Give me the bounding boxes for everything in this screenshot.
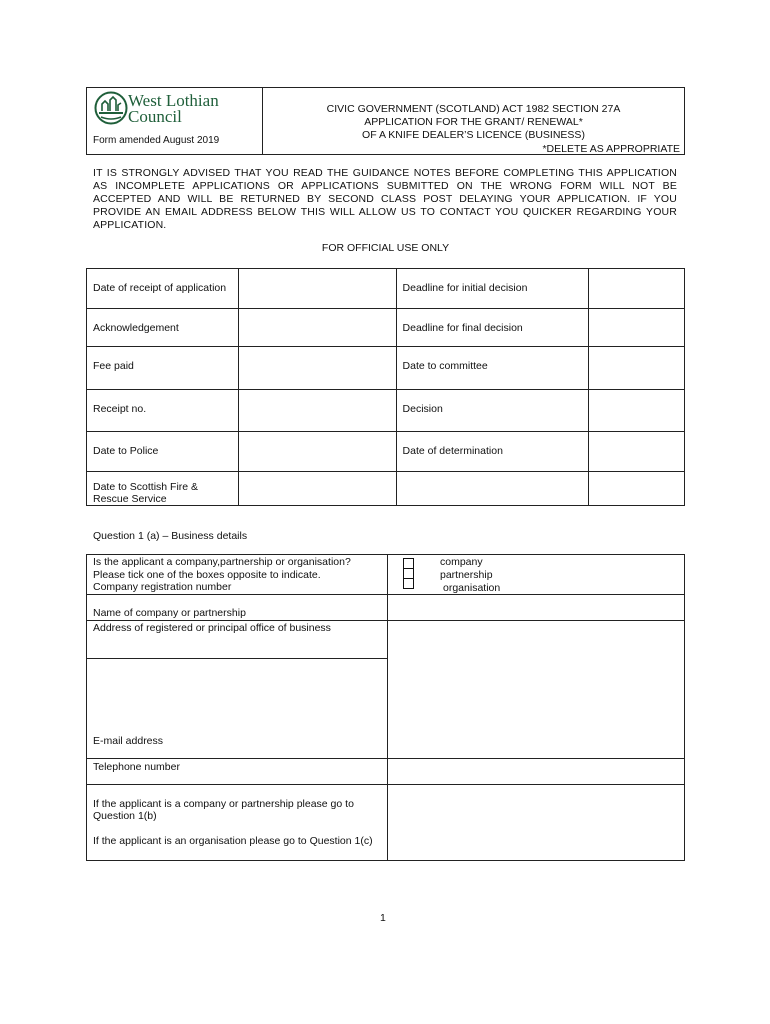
business-details-table	[86, 554, 685, 861]
fee-paid-field[interactable]	[238, 347, 396, 390]
table-row	[87, 432, 685, 472]
header-title-cell	[263, 88, 685, 155]
date-to-police-field[interactable]	[238, 432, 396, 472]
company-reg-label: Company registration number	[93, 581, 232, 593]
fee-paid-label: Fee paid	[87, 347, 239, 390]
table-row	[87, 620, 685, 658]
empty-official-cell	[589, 472, 685, 506]
date-of-determination-label: Date of determination	[396, 432, 589, 472]
table-row	[87, 309, 685, 347]
organisation-checkbox[interactable]	[403, 578, 414, 589]
header-logo-cell	[87, 88, 263, 155]
date-to-fire-service-field[interactable]	[238, 472, 396, 506]
title-line-application: APPLICATION FOR THE GRANT/ RENEWAL*	[364, 116, 583, 128]
table-row	[87, 555, 685, 595]
date-to-fire-service-label: Date to Scottish Fire & Rescue Service	[87, 472, 239, 506]
delete-note: *DELETE AS APPROPRIATE	[542, 143, 680, 155]
organisation-option-label: organisation	[443, 582, 501, 594]
telephone-field[interactable]	[388, 758, 685, 784]
receipt-date-label: Date of receipt of application	[87, 269, 239, 309]
applicant-type-options	[388, 555, 685, 595]
table-row	[87, 347, 685, 390]
decision-field[interactable]	[589, 390, 685, 432]
partnership-option-label: partnership	[440, 569, 493, 581]
address-label: Address of registered or principal office of business	[93, 621, 331, 634]
company-option-label: company	[440, 556, 483, 568]
logo-text-line1: West Lothian	[128, 91, 219, 110]
note-organisation: If the applicant is an organisation please go to Question 1(c)	[93, 834, 373, 847]
final-decision-deadline-field[interactable]	[589, 309, 685, 347]
next-question-notes	[87, 784, 388, 860]
empty-official-cell	[396, 472, 589, 506]
acknowledgement-field[interactable]	[238, 309, 396, 347]
table-row	[87, 472, 685, 506]
council-logo	[94, 91, 234, 129]
receipt-no-label: Receipt no.	[87, 390, 239, 432]
decision-label: Decision	[396, 390, 589, 432]
guidance-advice: IT IS STRONGLY ADVISED THAT YOU READ THE GUIDANCE NOTES BEFORE COMPLETING THIS APPLICATION AS INCOMPLETE APPLICATIONS OR APPLICATIONS SUBMITTED ON THE WRONG FORM WILL NOT BE ACCEPTED AND WILL BE RETURNED BY SECOND CLASS POST DELAYING YOUR APPLICATION. IF YOU PROVIDE AN EMAIL ADDRESS BELOW THIS WILL ALLOW US TO CONTACT YOU QUICKER REGARDING YOUR APPLICATION.	[93, 167, 677, 231]
table-row	[87, 269, 685, 309]
telephone-label: Telephone number	[87, 758, 388, 784]
title-line-licence: OF A KNIFE DEALER’S LICENCE (BUSINESS)	[362, 129, 585, 141]
empty-notes-cell	[388, 784, 685, 860]
council-crest-icon	[94, 91, 128, 125]
form-amended-date: Form amended August 2019	[93, 135, 220, 146]
table-row	[87, 758, 685, 784]
official-use-heading: FOR OFFICIAL USE ONLY	[321, 242, 450, 254]
applicant-type-cell	[87, 555, 388, 595]
company-reg-field[interactable]	[388, 594, 684, 620]
form-header	[86, 87, 685, 155]
receipt-date-field[interactable]	[238, 269, 396, 309]
initial-decision-deadline-label: Deadline for initial decision	[396, 269, 589, 309]
date-to-police-label: Date to Police	[87, 432, 239, 472]
question-1a-heading: Question 1 (a) – Business details	[93, 530, 248, 542]
table-row	[87, 390, 685, 432]
initial-decision-deadline-field[interactable]	[589, 269, 685, 309]
address-label-cell	[87, 620, 388, 658]
address-field[interactable]	[388, 620, 685, 758]
acknowledgement-label: Acknowledgement	[87, 309, 239, 347]
receipt-no-field[interactable]	[238, 390, 396, 432]
email-label: E-mail address	[87, 658, 388, 758]
page-number: 1	[380, 912, 386, 924]
table-row	[87, 784, 685, 860]
logo-text-line2: Council	[128, 107, 182, 126]
final-decision-deadline-label: Deadline for final decision	[396, 309, 589, 347]
date-to-committee-field[interactable]	[589, 347, 685, 390]
applicant-type-question: Is the applicant a company,partnership or organisation? Please tick one of the boxes opposite to indicate.	[93, 556, 351, 581]
title-line-act: CIVIC GOVERNMENT (SCOTLAND) ACT 1982 SECTION 27A	[326, 103, 621, 115]
official-use-table	[86, 268, 685, 506]
date-to-committee-label: Date to committee	[396, 347, 589, 390]
name-label: Name of company or partnership	[87, 595, 388, 621]
note-company-partnership: If the applicant is a company or partnership please go to Question 1(b)	[93, 797, 354, 822]
date-of-determination-field[interactable]	[589, 432, 685, 472]
